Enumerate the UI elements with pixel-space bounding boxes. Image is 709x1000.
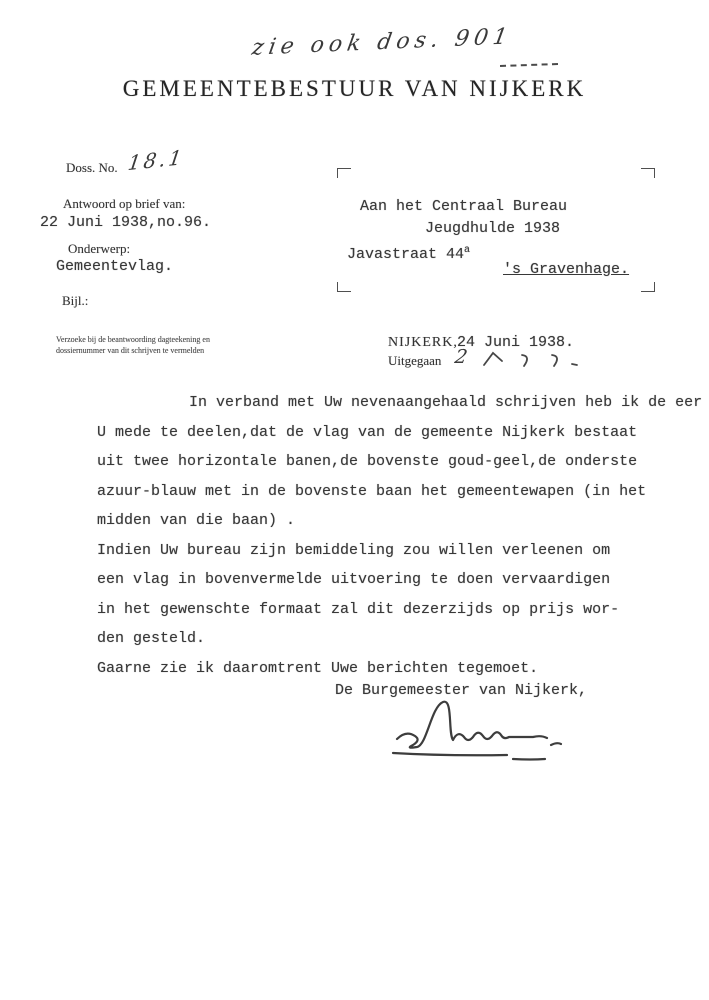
footnote-line-1: Verzoeke bij de beantwoording dagteekening en: [56, 335, 210, 344]
body-line: In verband met Uw nevenaangehaald schrijven heb ik de eer: [189, 394, 703, 411]
handwritten-note: zie ook dos. 901: [250, 24, 515, 61]
handwritten-note-underline: [500, 63, 558, 67]
uitgegaan-label: Uitgegaan: [388, 353, 442, 368]
body-line: Indien Uw bureau zijn bemiddeling zou willen verleenen om: [97, 541, 611, 559]
onderwerp-label: Onderwerp:: [68, 241, 131, 256]
house-number-superscript: a: [464, 245, 471, 256]
body-line: een vlag in bovenvermelde uitvoering te doen vervaardigen: [97, 571, 611, 588]
letterhead-title: GEMEENTEBESTUUR VAN NIJKERK: [122, 76, 587, 101]
body-line: U mede te deelen,dat de vlag van de gemeente Nijkerk bestaat: [97, 423, 638, 441]
reply-reference-footnote: [56, 334, 286, 356]
address-line-organisation: Jeugdhulde 1938: [425, 220, 561, 237]
onderwerp-value: Gemeentevlag.: [56, 258, 174, 275]
date-value: 24 Juni 1938.: [457, 334, 575, 351]
address-line-recipient: Aan het Centraal Bureau: [360, 198, 568, 215]
place-label: NIJKERK,: [388, 335, 458, 350]
body-line: midden van die baan) .: [97, 512, 296, 529]
body-line: in het gewenschte formaat zal dit dezerzijds op prijs wor-: [97, 600, 620, 618]
address-window-frame: [337, 168, 655, 292]
corner-mark-bottom-left: [337, 282, 351, 292]
body-line: Gaarne zie ik daaromtrent Uwe berichten tegemoet.: [97, 659, 539, 677]
address-line-street: [347, 245, 470, 263]
doss-no-label: Doss. No.: [66, 160, 118, 175]
footnote-line-2: dossiernummer van dit schrijven te vermelden: [56, 346, 205, 355]
closing-salutation: De Burgemeester van Nijkerk,: [335, 682, 588, 699]
antwoord-op-brief-label: Antwoord op brief van:: [63, 196, 186, 211]
mayor-signature: [385, 695, 585, 770]
bijl-label: Bijl.:: [62, 293, 89, 308]
address-line-city: 's Gravenhage.: [503, 261, 630, 278]
corner-mark-top-left: [337, 168, 351, 178]
corner-mark-bottom-right: [641, 282, 655, 292]
body-line: uit twee horizontale banen,de bovenste goud-geel,de onderste: [97, 453, 638, 470]
antwoord-op-brief-value: 22 Juni 1938,no.96.: [40, 214, 212, 231]
body-line: den gesteld.: [97, 630, 206, 647]
uitgegaan-handwritten-scribble: [478, 348, 588, 372]
uitgegaan-handwritten-digit: 2: [453, 346, 470, 368]
corner-mark-top-right: [641, 168, 655, 178]
body-line: azuur-blauw met in de bovenste baan het gemeentewapen (in het: [97, 482, 647, 500]
doss-no-value-handwritten: 18.1: [126, 144, 187, 176]
street-text: Javastraat 44: [347, 246, 465, 263]
letter-body: [97, 388, 703, 683]
